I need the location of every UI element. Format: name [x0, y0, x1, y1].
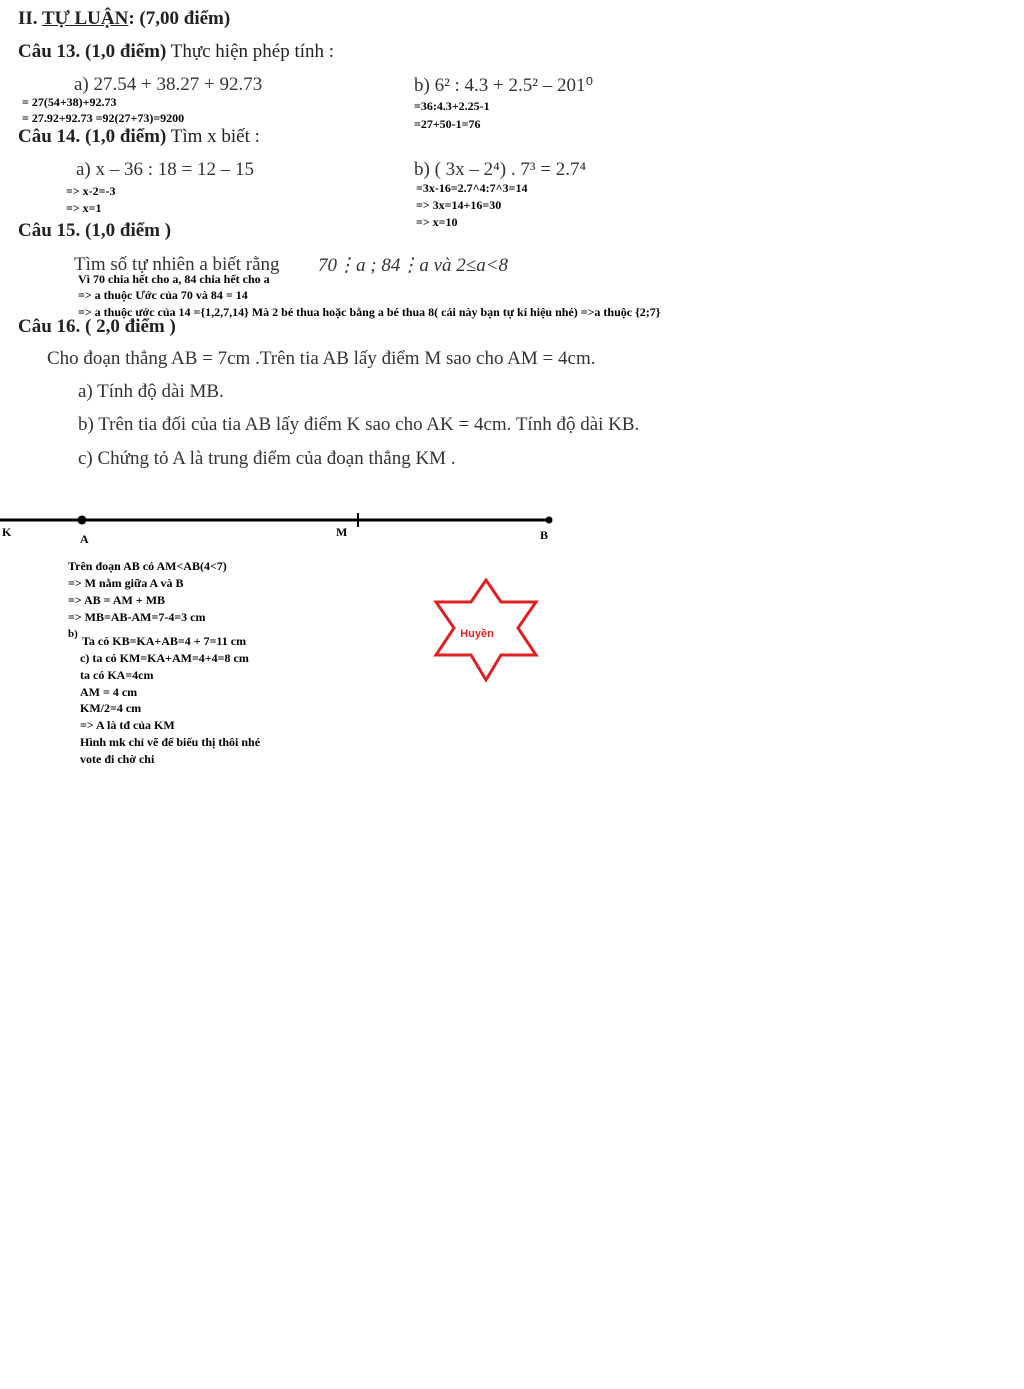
point-b: [546, 517, 553, 524]
solution-line-3: => AB = AM + MB: [68, 593, 166, 607]
solution-c-line-4: KM/2=4 cm: [80, 701, 142, 715]
question-16-points: . ( 2,0 điểm ): [75, 316, 176, 337]
question-16-intro: Cho đoạn thẳng AB = 7cm .Trên tia AB lấy điểm M sao cho AM = 4cm.: [47, 348, 596, 369]
question-13-a-work-1: = 27(54+38)+92.73: [22, 95, 117, 109]
question-15-work-2: => a thuộc Ước của 70 và 84 = 14: [78, 288, 248, 302]
question-15-heading: [18, 220, 171, 242]
section-prefix: II.: [18, 8, 38, 29]
solution-c-line-2: ta có KA=4cm: [80, 668, 154, 682]
question-13-prompt: Thực hiện phép tính :: [166, 41, 335, 62]
question-13-heading: [18, 41, 334, 63]
question-14-b-work-1: =3x-16=2.7^4:7^3=14: [416, 181, 528, 195]
question-14-points: . (1,0 điểm): [75, 126, 167, 147]
solution-line-2: => M nằm giữa A và B: [68, 576, 184, 590]
question-15-prompt: Tìm số tự nhiên a biết rằng: [74, 254, 280, 275]
question-13-points: . (1,0 điểm): [75, 41, 167, 62]
solution-c-line-7: vote đi chờ chi: [80, 752, 155, 766]
question-14-a-expression: a) x – 36 : 18 = 12 – 15: [76, 159, 255, 180]
question-14-prompt: Tìm x biết :: [166, 126, 260, 147]
question-13-a-expression: a) 27.54 + 38.27 + 92.73: [74, 74, 263, 95]
solution-c-line-6: Hình mk chỉ vẽ để biểu thị thôi nhé: [80, 735, 261, 749]
point-a: [78, 516, 87, 525]
solution-line-1: Trên đoạn AB có AM<AB(4<7): [68, 559, 227, 573]
point-k-label: K: [2, 525, 12, 539]
question-16-part-a: a) Tính độ dài MB.: [78, 381, 224, 402]
question-15-work-1: Vì 70 chia hết cho a, 84 chia hết cho a: [78, 272, 270, 286]
question-14-a-work-2: => x=1: [66, 201, 102, 215]
question-13-label: Câu 13: [18, 41, 76, 62]
question-16-heading: [18, 316, 176, 338]
question-14-b-work-2: => 3x=14+16=30: [416, 198, 502, 212]
question-16-label: Câu 16: [18, 316, 76, 337]
question-13-b-work-1: =36:4.3+2.25-1: [414, 99, 490, 113]
solution-b-marker: b): [68, 628, 78, 640]
section-heading: [18, 8, 230, 30]
question-14-label: Câu 14: [18, 126, 76, 147]
point-m-label: M: [336, 525, 348, 539]
star-stamp: [430, 575, 542, 685]
point-b-label: B: [540, 528, 549, 542]
section-title: TỰ LUẬN: [41, 8, 129, 29]
question-15-condition: 70⋮a ; 84⋮a và 2≤a<8: [318, 255, 509, 276]
question-15-label: Câu 15: [18, 220, 76, 241]
question-13-a-work-2: = 27.92+92.73 =92(27+73)=9200: [22, 111, 185, 125]
question-16-part-b: b) Trên tia đối của tia AB lấy điểm K sao cho AK = 4cm. Tính độ dài KB.: [78, 414, 640, 435]
question-14-b-work-3: => x=10: [416, 215, 458, 229]
solution-c-line-5: => A là tđ của KM: [80, 718, 175, 732]
point-a-label: A: [80, 532, 89, 546]
question-14-a-work-1: => x-2=-3: [66, 184, 116, 198]
question-15-work-3: => a thuộc ước của 14 ={1,2,7,14} Mà 2 bé thua hoặc bằng a bé thua 8( cái này bạn tự kí hiệu nhé) =>a thuộc {2;7}: [78, 305, 661, 319]
solution-c-line-1: c) ta có KM=KA+AM=4+4=8 cm: [80, 651, 249, 665]
solution-b-line: Ta có KB=KA+AB=4 + 7=11 cm: [82, 634, 247, 648]
question-13-b-expression: b) 6² : 4.3 + 2.5² – 201⁰: [414, 75, 594, 96]
question-14-heading: [18, 126, 260, 148]
solution-line-4: => MB=AB-AM=7-4=3 cm: [68, 610, 206, 624]
question-16-part-c: c) Chứng tỏ A là trung điểm của đoạn thẳng KM .: [78, 448, 456, 469]
question-15-points: . (1,0 điểm ): [75, 220, 172, 241]
stamp-text: Huyền: [460, 628, 494, 640]
solution-c-line-3: AM = 4 cm: [80, 685, 138, 699]
question-14-b-expression: b) ( 3x – 2⁴) . 7³ = 2.7⁴: [414, 159, 587, 180]
section-points: : (7,00 điểm): [128, 8, 231, 29]
question-13-b-work-2: =27+50-1=76: [414, 117, 481, 131]
